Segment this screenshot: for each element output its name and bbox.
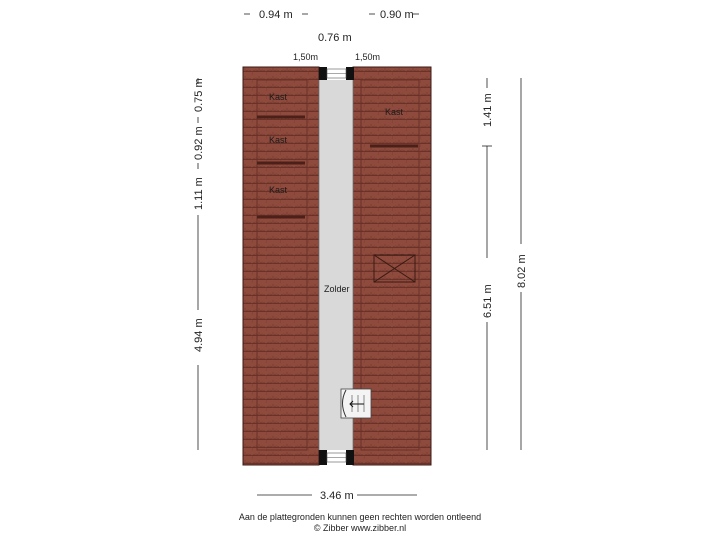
- room-label-zolder: Zolder: [324, 284, 350, 294]
- roof-left: [243, 67, 319, 465]
- wall-post: [346, 67, 354, 80]
- wall-post: [346, 450, 354, 465]
- dimension-label: 0.75 m: [193, 78, 205, 112]
- dimension-label: 0.76 m: [318, 32, 352, 44]
- footer-disclaimer: Aan de plattegronden kunnen geen rechten worden ontleend: [238, 512, 482, 522]
- dimension-label: 8.02 m: [516, 254, 528, 288]
- dimension-label: 3.46 m: [320, 490, 354, 502]
- room-label-kast: Kast: [385, 107, 404, 117]
- window-width-label: 1,50m: [355, 52, 381, 62]
- footer-copyright: © Zibber www.zibber.nl: [313, 523, 407, 533]
- room-label-kast: Kast: [269, 185, 288, 195]
- dimension-label: 0.90 m: [380, 9, 414, 21]
- dimension-label: 1.11 m: [193, 177, 205, 210]
- dimension-label: 0.92 m: [193, 126, 205, 160]
- dimension-label: 4.94 m: [193, 318, 205, 352]
- window-width-label: 1,50m: [293, 52, 319, 62]
- wall-post: [319, 67, 327, 80]
- dimension-label: 6.51 m: [482, 284, 494, 318]
- room-label-kast: Kast: [269, 92, 288, 102]
- dimension-label: 1.41 m: [482, 93, 494, 127]
- room-label-kast: Kast: [269, 135, 288, 145]
- dimension-label: 0.94 m: [259, 9, 293, 21]
- wall-post: [319, 450, 327, 465]
